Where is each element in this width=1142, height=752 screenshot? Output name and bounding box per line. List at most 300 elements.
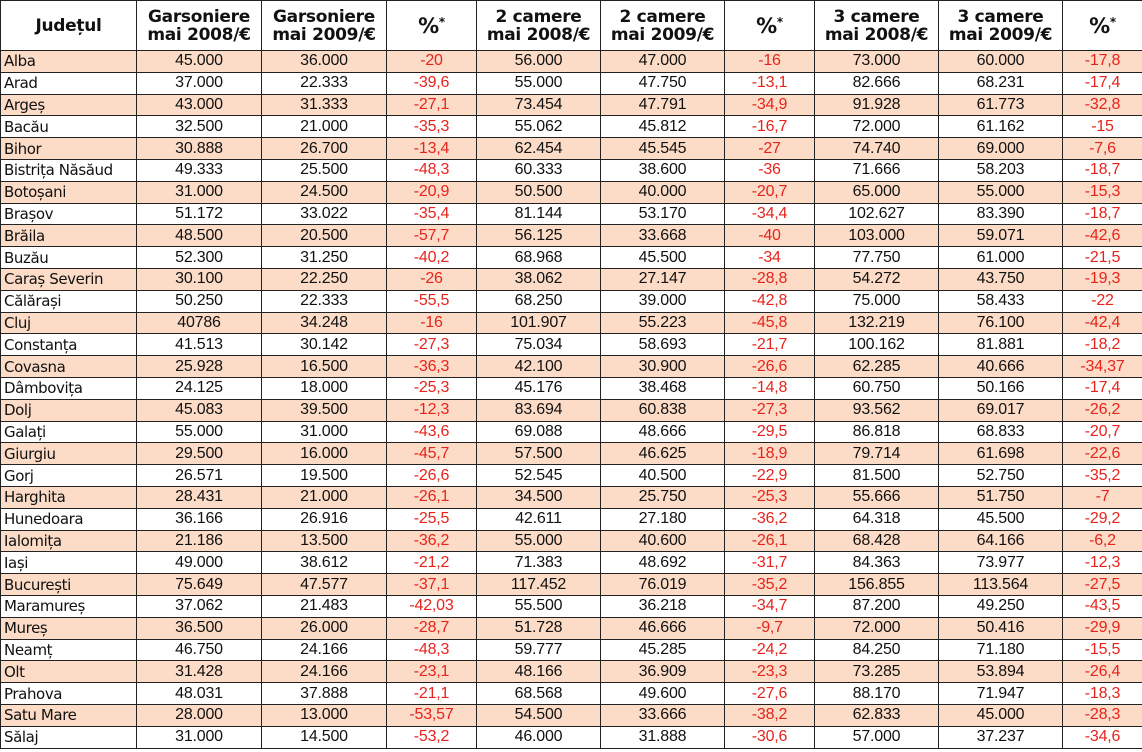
studio-price-2009: 26.700 xyxy=(262,138,387,160)
two-room-percent-change: -36 xyxy=(725,159,815,181)
studio-price-2009: 20.500 xyxy=(262,225,387,247)
county-name: Sălaj xyxy=(1,726,137,748)
three-room-percent-change: -19,3 xyxy=(1063,268,1142,290)
header-2room-2009 xyxy=(601,1,725,51)
three-room-percent-change: -26,4 xyxy=(1063,661,1142,683)
table-row xyxy=(1,138,1142,160)
three-room-price-2009: 61.000 xyxy=(939,247,1063,269)
studio-price-2009: 36.000 xyxy=(262,51,387,73)
table-row xyxy=(1,639,1142,661)
footnote-mark: * xyxy=(1109,14,1116,29)
two-room-percent-change: -27,3 xyxy=(725,399,815,421)
three-room-percent-change: -32,8 xyxy=(1063,94,1142,116)
two-room-percent-change: -45,8 xyxy=(725,312,815,334)
three-room-percent-change: -42,4 xyxy=(1063,312,1142,334)
studio-price-2008: 29.500 xyxy=(137,443,262,465)
two-room-price-2009: 60.838 xyxy=(601,399,725,421)
two-room-price-2009: 39.000 xyxy=(601,290,725,312)
three-room-price-2009: 37.237 xyxy=(939,726,1063,748)
header-label-line: 3 camere xyxy=(957,6,1044,27)
studio-price-2008: 55.000 xyxy=(137,421,262,443)
three-room-percent-change: -15,3 xyxy=(1063,181,1142,203)
table-row xyxy=(1,203,1142,225)
two-room-percent-change: -14,8 xyxy=(725,377,815,399)
studio-price-2009: 22.333 xyxy=(262,290,387,312)
studio-price-2008: 45.083 xyxy=(137,399,262,421)
two-room-percent-change: -27,6 xyxy=(725,683,815,705)
two-room-price-2008: 62.454 xyxy=(477,138,601,160)
studio-price-2009: 22.250 xyxy=(262,268,387,290)
two-room-price-2008: 69.088 xyxy=(477,421,601,443)
two-room-price-2008: 81.144 xyxy=(477,203,601,225)
three-room-price-2008: 72.000 xyxy=(815,617,939,639)
studio-price-2008: 26.571 xyxy=(137,465,262,487)
three-room-price-2009: 52.750 xyxy=(939,465,1063,487)
county-name: Constanța xyxy=(1,334,137,356)
studio-percent-change: -40,2 xyxy=(387,247,477,269)
county-name: Harghita xyxy=(1,486,137,508)
studio-price-2008: 40786 xyxy=(137,312,262,334)
two-room-price-2009: 33.666 xyxy=(601,704,725,726)
studio-percent-change: -27,1 xyxy=(387,94,477,116)
three-room-percent-change: -15,5 xyxy=(1063,639,1142,661)
studio-price-2008: 30.100 xyxy=(137,268,262,290)
three-room-price-2008: 102.627 xyxy=(815,203,939,225)
county-name: Caraș Severin xyxy=(1,268,137,290)
two-room-price-2009: 76.019 xyxy=(601,574,725,596)
two-room-price-2008: 83.694 xyxy=(477,399,601,421)
studio-percent-change: -21,2 xyxy=(387,552,477,574)
two-room-price-2009: 25.750 xyxy=(601,486,725,508)
two-room-percent-change: -34,9 xyxy=(725,94,815,116)
studio-percent-change: -36,3 xyxy=(387,356,477,378)
studio-price-2008: 31.428 xyxy=(137,661,262,683)
table-row xyxy=(1,595,1142,617)
three-room-price-2008: 57.000 xyxy=(815,726,939,748)
three-room-price-2008: 86.818 xyxy=(815,421,939,443)
three-room-price-2009: 61.162 xyxy=(939,116,1063,138)
county-name: Bistrița Năsăud xyxy=(1,159,137,181)
county-name: Neamț xyxy=(1,639,137,661)
two-room-price-2009: 45.285 xyxy=(601,639,725,661)
three-room-percent-change: -18,3 xyxy=(1063,683,1142,705)
county-name: Prahova xyxy=(1,683,137,705)
three-room-price-2008: 81.500 xyxy=(815,465,939,487)
studio-percent-change: -45,7 xyxy=(387,443,477,465)
three-room-price-2009: 53.894 xyxy=(939,661,1063,683)
studio-price-2008: 41.513 xyxy=(137,334,262,356)
table-row xyxy=(1,225,1142,247)
studio-price-2008: 49.000 xyxy=(137,552,262,574)
county-name: Giurgiu xyxy=(1,443,137,465)
three-room-price-2008: 64.318 xyxy=(815,508,939,530)
header-3room-2008 xyxy=(815,1,939,51)
studio-price-2008: 31.000 xyxy=(137,181,262,203)
three-room-percent-change: -12,3 xyxy=(1063,552,1142,574)
two-room-percent-change: -16 xyxy=(725,51,815,73)
table-row xyxy=(1,530,1142,552)
three-room-price-2009: 61.773 xyxy=(939,94,1063,116)
two-room-percent-change: -25,3 xyxy=(725,486,815,508)
two-room-price-2009: 46.625 xyxy=(601,443,725,465)
two-room-percent-change: -28,8 xyxy=(725,268,815,290)
three-room-price-2008: 84.363 xyxy=(815,552,939,574)
three-room-price-2008: 91.928 xyxy=(815,94,939,116)
two-room-percent-change: -20,7 xyxy=(725,181,815,203)
three-room-percent-change: -18,7 xyxy=(1063,203,1142,225)
header-label-line: Garsoniere xyxy=(273,6,375,27)
studio-price-2009: 22.333 xyxy=(262,72,387,94)
three-room-price-2009: 68.231 xyxy=(939,72,1063,94)
studio-price-2008: 43.000 xyxy=(137,94,262,116)
studio-percent-change: -20 xyxy=(387,51,477,73)
two-room-percent-change: -18,9 xyxy=(725,443,815,465)
two-room-price-2008: 45.176 xyxy=(477,377,601,399)
two-room-price-2009: 45.500 xyxy=(601,247,725,269)
studio-price-2008: 46.750 xyxy=(137,639,262,661)
studio-price-2008: 32.500 xyxy=(137,116,262,138)
three-room-price-2009: 58.203 xyxy=(939,159,1063,181)
two-room-percent-change: -29,5 xyxy=(725,421,815,443)
county-name: Botoșani xyxy=(1,181,137,203)
header-row xyxy=(1,1,1142,51)
three-room-price-2009: 55.000 xyxy=(939,181,1063,203)
two-room-price-2008: 117.452 xyxy=(477,574,601,596)
studio-price-2008: 48.031 xyxy=(137,683,262,705)
table-row xyxy=(1,486,1142,508)
three-room-price-2008: 103.000 xyxy=(815,225,939,247)
studio-percent-change: -21,1 xyxy=(387,683,477,705)
three-room-percent-change: -6,2 xyxy=(1063,530,1142,552)
table-header xyxy=(1,1,1142,51)
studio-percent-change: -26 xyxy=(387,268,477,290)
three-room-price-2009: 49.250 xyxy=(939,595,1063,617)
two-room-price-2009: 38.600 xyxy=(601,159,725,181)
table-row xyxy=(1,51,1142,73)
header-studio-percent xyxy=(387,1,477,51)
two-room-price-2008: 101.907 xyxy=(477,312,601,334)
two-room-price-2009: 47.750 xyxy=(601,72,725,94)
header-label-line: Județul xyxy=(35,15,102,36)
three-room-percent-change: -7,6 xyxy=(1063,138,1142,160)
header-3room-2009 xyxy=(939,1,1063,51)
three-room-percent-change: -17,8 xyxy=(1063,51,1142,73)
studio-price-2008: 48.500 xyxy=(137,225,262,247)
table-row xyxy=(1,465,1142,487)
three-room-percent-change: -22 xyxy=(1063,290,1142,312)
two-room-price-2009: 27.147 xyxy=(601,268,725,290)
county-name: Cluj xyxy=(1,312,137,334)
three-room-price-2009: 59.071 xyxy=(939,225,1063,247)
three-room-percent-change: -43,5 xyxy=(1063,595,1142,617)
three-room-percent-change: -26,2 xyxy=(1063,399,1142,421)
studio-price-2008: 30.888 xyxy=(137,138,262,160)
studio-price-2009: 19.500 xyxy=(262,465,387,487)
table-row xyxy=(1,661,1142,683)
two-room-price-2008: 54.500 xyxy=(477,704,601,726)
header-label-line: 2 camere xyxy=(619,6,706,27)
two-room-price-2009: 38.468 xyxy=(601,377,725,399)
two-room-price-2009: 47.000 xyxy=(601,51,725,73)
table-row xyxy=(1,377,1142,399)
studio-price-2008: 37.062 xyxy=(137,595,262,617)
two-room-percent-change: -23,3 xyxy=(725,661,815,683)
two-room-percent-change: -31,7 xyxy=(725,552,815,574)
studio-price-2008: 36.166 xyxy=(137,508,262,530)
studio-price-2008: 51.172 xyxy=(137,203,262,225)
two-room-percent-change: -27 xyxy=(725,138,815,160)
studio-price-2008: 36.500 xyxy=(137,617,262,639)
county-name: Alba xyxy=(1,51,137,73)
studio-price-2009: 24.166 xyxy=(262,661,387,683)
table-row xyxy=(1,421,1142,443)
header-2room-percent xyxy=(725,1,815,51)
studio-price-2009: 13.500 xyxy=(262,530,387,552)
studio-price-2009: 26.000 xyxy=(262,617,387,639)
table-row xyxy=(1,116,1142,138)
two-room-price-2008: 73.454 xyxy=(477,94,601,116)
two-room-price-2009: 49.600 xyxy=(601,683,725,705)
two-room-percent-change: -30,6 xyxy=(725,726,815,748)
two-room-price-2009: 46.666 xyxy=(601,617,725,639)
two-room-price-2008: 57.500 xyxy=(477,443,601,465)
table-row xyxy=(1,181,1142,203)
two-room-percent-change: -26,1 xyxy=(725,530,815,552)
table-row xyxy=(1,356,1142,378)
three-room-percent-change: -21,5 xyxy=(1063,247,1142,269)
two-room-price-2008: 42.100 xyxy=(477,356,601,378)
studio-price-2008: 24.125 xyxy=(137,377,262,399)
studio-percent-change: -35,4 xyxy=(387,203,477,225)
table-row xyxy=(1,94,1142,116)
two-room-price-2009: 40.600 xyxy=(601,530,725,552)
three-room-price-2009: 83.390 xyxy=(939,203,1063,225)
studio-price-2008: 49.333 xyxy=(137,159,262,181)
header-label-line: % xyxy=(756,13,777,38)
three-room-price-2008: 62.833 xyxy=(815,704,939,726)
three-room-price-2008: 77.750 xyxy=(815,247,939,269)
three-room-price-2008: 68.428 xyxy=(815,530,939,552)
three-room-price-2008: 73.285 xyxy=(815,661,939,683)
table-body xyxy=(1,51,1142,749)
studio-price-2009: 21.000 xyxy=(262,116,387,138)
two-room-price-2008: 42.611 xyxy=(477,508,601,530)
two-room-percent-change: -21,7 xyxy=(725,334,815,356)
studio-price-2008: 25.928 xyxy=(137,356,262,378)
two-room-price-2008: 68.968 xyxy=(477,247,601,269)
studio-price-2009: 24.500 xyxy=(262,181,387,203)
three-room-price-2009: 69.000 xyxy=(939,138,1063,160)
two-room-price-2008: 59.777 xyxy=(477,639,601,661)
studio-percent-change: -48,3 xyxy=(387,159,477,181)
three-room-price-2009: 51.750 xyxy=(939,486,1063,508)
table-row xyxy=(1,290,1142,312)
county-name: Iași xyxy=(1,552,137,574)
table-row xyxy=(1,704,1142,726)
table-row xyxy=(1,617,1142,639)
studio-percent-change: -35,3 xyxy=(387,116,477,138)
two-room-price-2008: 51.728 xyxy=(477,617,601,639)
studio-price-2009: 21.483 xyxy=(262,595,387,617)
two-room-price-2009: 40.000 xyxy=(601,181,725,203)
two-room-price-2008: 68.568 xyxy=(477,683,601,705)
studio-price-2009: 31.333 xyxy=(262,94,387,116)
studio-price-2009: 47.577 xyxy=(262,574,387,596)
table-row xyxy=(1,312,1142,334)
two-room-price-2009: 45.812 xyxy=(601,116,725,138)
two-room-price-2008: 46.000 xyxy=(477,726,601,748)
three-room-price-2008: 82.666 xyxy=(815,72,939,94)
table-row xyxy=(1,443,1142,465)
three-room-price-2009: 68.833 xyxy=(939,421,1063,443)
county-name: Maramureș xyxy=(1,595,137,617)
header-label-line: mai 2009/€ xyxy=(948,24,1053,45)
three-room-percent-change: -29,9 xyxy=(1063,617,1142,639)
table-row xyxy=(1,399,1142,421)
studio-price-2009: 18.000 xyxy=(262,377,387,399)
header-label-line: mai 2008/€ xyxy=(824,24,929,45)
two-room-percent-change: -38,2 xyxy=(725,704,815,726)
studio-price-2008: 75.649 xyxy=(137,574,262,596)
two-room-price-2008: 68.250 xyxy=(477,290,601,312)
county-name: Gorj xyxy=(1,465,137,487)
county-name: Satu Mare xyxy=(1,704,137,726)
two-room-price-2008: 56.125 xyxy=(477,225,601,247)
two-room-percent-change: -36,2 xyxy=(725,508,815,530)
table-row xyxy=(1,574,1142,596)
studio-price-2008: 28.431 xyxy=(137,486,262,508)
studio-percent-change: -13,4 xyxy=(387,138,477,160)
three-room-price-2008: 74.740 xyxy=(815,138,939,160)
three-room-price-2008: 156.855 xyxy=(815,574,939,596)
county-name: Brașov xyxy=(1,203,137,225)
studio-price-2009: 37.888 xyxy=(262,683,387,705)
studio-price-2009: 39.500 xyxy=(262,399,387,421)
two-room-price-2009: 27.180 xyxy=(601,508,725,530)
studio-percent-change: -25,5 xyxy=(387,508,477,530)
three-room-price-2009: 43.750 xyxy=(939,268,1063,290)
two-room-price-2009: 45.545 xyxy=(601,138,725,160)
studio-price-2008: 31.000 xyxy=(137,726,262,748)
table-row xyxy=(1,247,1142,269)
three-room-percent-change: -42,6 xyxy=(1063,225,1142,247)
three-room-price-2008: 55.666 xyxy=(815,486,939,508)
two-room-price-2008: 38.062 xyxy=(477,268,601,290)
three-room-percent-change: -27,5 xyxy=(1063,574,1142,596)
three-room-price-2009: 45.000 xyxy=(939,704,1063,726)
studio-price-2009: 16.500 xyxy=(262,356,387,378)
two-room-price-2008: 56.000 xyxy=(477,51,601,73)
three-room-percent-change: -28,3 xyxy=(1063,704,1142,726)
two-room-price-2009: 30.900 xyxy=(601,356,725,378)
two-room-percent-change: -13,1 xyxy=(725,72,815,94)
two-room-price-2009: 31.888 xyxy=(601,726,725,748)
studio-percent-change: -43,6 xyxy=(387,421,477,443)
studio-percent-change: -25,3 xyxy=(387,377,477,399)
studio-price-2008: 52.300 xyxy=(137,247,262,269)
three-room-price-2008: 87.200 xyxy=(815,595,939,617)
three-room-price-2009: 71.947 xyxy=(939,683,1063,705)
two-room-price-2009: 55.223 xyxy=(601,312,725,334)
three-room-price-2009: 61.698 xyxy=(939,443,1063,465)
studio-price-2009: 13.000 xyxy=(262,704,387,726)
three-room-price-2008: 60.750 xyxy=(815,377,939,399)
county-name: Galați xyxy=(1,421,137,443)
two-room-percent-change: -35,2 xyxy=(725,574,815,596)
table-row xyxy=(1,508,1142,530)
three-room-percent-change: -7 xyxy=(1063,486,1142,508)
table-row xyxy=(1,552,1142,574)
three-room-price-2009: 113.564 xyxy=(939,574,1063,596)
studio-percent-change: -53,2 xyxy=(387,726,477,748)
studio-price-2008: 45.000 xyxy=(137,51,262,73)
two-room-price-2008: 60.333 xyxy=(477,159,601,181)
two-room-percent-change: -34,4 xyxy=(725,203,815,225)
table-row xyxy=(1,159,1142,181)
studio-percent-change: -48,3 xyxy=(387,639,477,661)
table-row xyxy=(1,683,1142,705)
three-room-price-2008: 88.170 xyxy=(815,683,939,705)
county-name: Călărași xyxy=(1,290,137,312)
county-name: Argeș xyxy=(1,94,137,116)
three-room-percent-change: -17,4 xyxy=(1063,72,1142,94)
three-room-percent-change: -20,7 xyxy=(1063,421,1142,443)
studio-price-2009: 16.000 xyxy=(262,443,387,465)
two-room-price-2008: 55.000 xyxy=(477,530,601,552)
three-room-price-2009: 81.881 xyxy=(939,334,1063,356)
two-room-price-2008: 34.500 xyxy=(477,486,601,508)
two-room-price-2008: 55.500 xyxy=(477,595,601,617)
studio-percent-change: -27,3 xyxy=(387,334,477,356)
studio-percent-change: -26,1 xyxy=(387,486,477,508)
header-label-line: 2 camere xyxy=(495,6,582,27)
studio-price-2009: 38.612 xyxy=(262,552,387,574)
three-room-price-2008: 100.162 xyxy=(815,334,939,356)
two-room-price-2009: 48.692 xyxy=(601,552,725,574)
footnote-mark: * xyxy=(438,14,445,29)
table-row xyxy=(1,726,1142,748)
studio-price-2009: 21.000 xyxy=(262,486,387,508)
studio-percent-change: -42,03 xyxy=(387,595,477,617)
three-room-price-2009: 40.666 xyxy=(939,356,1063,378)
three-room-price-2009: 58.433 xyxy=(939,290,1063,312)
header-label-line: % xyxy=(1089,13,1110,38)
two-room-percent-change: -9,7 xyxy=(725,617,815,639)
two-room-price-2008: 50.500 xyxy=(477,181,601,203)
studio-percent-change: -12,3 xyxy=(387,399,477,421)
three-room-percent-change: -29,2 xyxy=(1063,508,1142,530)
county-name: Buzău xyxy=(1,247,137,269)
studio-percent-change: -36,2 xyxy=(387,530,477,552)
three-room-price-2008: 75.000 xyxy=(815,290,939,312)
three-room-price-2009: 45.500 xyxy=(939,508,1063,530)
studio-price-2009: 31.250 xyxy=(262,247,387,269)
three-room-percent-change: -15 xyxy=(1063,116,1142,138)
studio-percent-change: -55,5 xyxy=(387,290,477,312)
two-room-price-2009: 58.693 xyxy=(601,334,725,356)
two-room-price-2009: 47.791 xyxy=(601,94,725,116)
county-name: Brăila xyxy=(1,225,137,247)
header-label-line: 3 camere xyxy=(833,6,920,27)
two-room-price-2009: 53.170 xyxy=(601,203,725,225)
two-room-price-2008: 52.545 xyxy=(477,465,601,487)
county-name: Mureș xyxy=(1,617,137,639)
header-studio-2009 xyxy=(262,1,387,51)
studio-price-2008: 21.186 xyxy=(137,530,262,552)
county-name: Dolj xyxy=(1,399,137,421)
county-name: Arad xyxy=(1,72,137,94)
county-name: Ialomița xyxy=(1,530,137,552)
